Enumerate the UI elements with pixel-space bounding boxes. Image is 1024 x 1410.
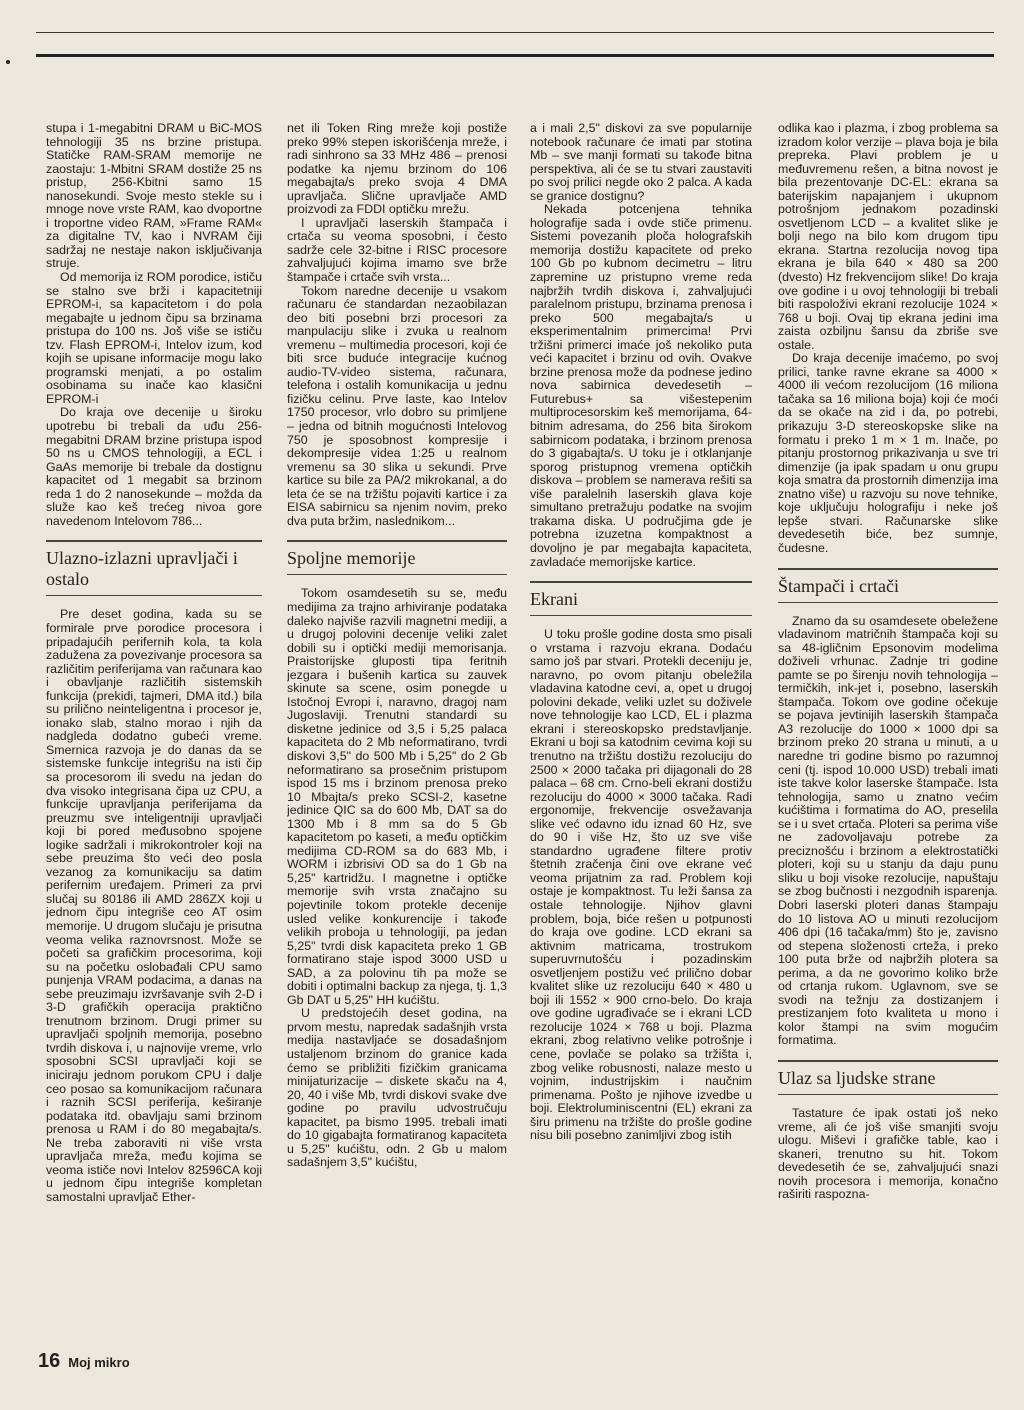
body-paragraph: Nekada potcenjena tehnika holografije sada i ovde stiče primenu. Sistemi povezanih ploča holografskih memorija dostižu kapacitete od preko 100 Gb po kubnom decimetru – litru zapremine uz pristupno vreme reda najbržih tvrdih diskova i, zahvaljujući paralelnom pristupu, brzinama prenosa i preko 500 megabajta/s u eksperimentalnim primercima! Prvi tržišni primerci imaće još nekoliko puta veći kapacitet i brzinu od ovih. Ovakve brzine prenosa može da podnese jedino nova sabirnica devedesetih – Futurebus+ sa višestepenim multiprocesorskim keš memorijama, 64-bitnim adresama, do 256 bita širokom sabirnicom podataka, i brzinom prenosa do 3 gigabajta/s. U toku je i otklanjanje sporog pristupnog vremena optičkih diskova – problem se namerava rešiti sa više paralelnih laserskih glava koje simultano pretražuju podatke na svojim trakama diska. U područjima gde je potrebna izuzetna kompaktnost a dovoljno je par megabajta kapaciteta, zavladaće memorijske kartice. xyxy=(530,202,752,569)
body-paragraph: Tokom naredne decenije u vsakom računaru će standardan nezaobilazan deo biti posebni brzi procesori za manpulaciju slike i zvuka u realnom vremenu – multimedia procesori, koji će biti srce buduće integracije kućnog audio-TV-video sistema, računara, telefona i ostalih komunikacija u jednu fizičku celinu. Prve laste, kao Intelov 1750 procesor, vrlo dobro su primljene – jedna od bitnih mogućnosti Intelovog 750 je sposobnost kompresije i dekompresije videa 1:25 u realnom vremenu sa 30 slika u sekundi. Prve kartice su bile za PA/2 mikrokanal, a do leta će se na tržištu pojaviti kartice i za EISA sabirnicu sa njenim novim, preko dva puta bržim, naslednikom... xyxy=(287,283,507,528)
heading-rule xyxy=(778,1060,998,1062)
section-heading xyxy=(530,581,752,616)
section-heading xyxy=(287,540,507,575)
body-paragraph: net ili Token Ring mreže koji postiže preko 99% stepen iskorišćenja mreže, i radi sinhrono sa 33 MHz 486 – prenosi podatke ka njemu brzinom do 106 megabajta/s preko svoja 4 DMA upravljača. Slične upravljače AMD proizvodi za FDDI optičku mrežu. xyxy=(287,122,507,217)
column-2 xyxy=(287,122,507,1354)
body-paragraph: Do kraja ove decenije u široku upotrebu bi trebali da uđu 256-megabitni DRAM brzine pristupa ispod 50 ns u CMOS tehnologiji, a ECL i GaAs memorije bi trebale da dostignu kapacitet od 1 megabit sa brzinom reda 1 do 2 nanosekunde – možda da služe kao keš trećeg nivoa gore navedenom Intelovom 786... xyxy=(46,405,262,528)
section-heading-text: Ekrani xyxy=(530,589,578,610)
margin-dot xyxy=(6,60,10,64)
heading-underline xyxy=(287,574,507,575)
body-paragraph: Do kraja decenije imaćemo, po svoj prilici, tanke ravne ekrane sa 4000 × 4000 ili većom rezolucijom (16 miliona tačaka sa 16 miliona boja) koji će moći da se okače na zid i da, po potrebi, prikazuju 3-D stereoskopske slike na formatu i preko 1 m × 1 m. Inače, po pitanju prostornog prikazivanja u sve tri dimenzije (ja ipak spadam u onu grupu koja smatra da prostornih dimenzija ima znatno više) u razvoju su nove tehnike, koje uključuju holografiju i neke još lepše stvari. Računarske slike devedesetih biće, bez sumnje, čudesne. xyxy=(778,351,998,555)
body-paragraph: Pre deset godina, kada su se formirale prve porodice procesora i pripadajućih perifernih kola, ta kola zadužena za povezivanje procesora sa različitim periferijama van računara kao i obavljanje različitih sistemskih funkcija (prekidi, tajmeri, DMA itd.) bila su prilično neinteligentna i procesor je, ionako slab, stalno morao i njih da nadgleda dodatno gubeći vreme. Smernica razvoja je do danas da se sistemske funkcije integrišu na isti čip sa procesorom ili svedu na jedan do dva visoko integrisana čipa uz CPU, a funkcije upravljanja periferijama da preuzmu sve inteligentniji upravljači koji bi pored međusobno spojene logike sadržali i mikrokontroler koji na sebe preuzima što veći deo posla vezanog za komunikaciju sa datim perifernim uređajem. Primeri za prvi slučaj su 80186 ili AMD 286ZX koji u jednom čipu integriše ceo AT osim memorije. U drugom slučaju je prisutna veoma velika raznovrsnost. Može se početi sa grafičkim procesorima, koji su na početku oslobađali CPU samo punjenja VRAM podacima, a danas na sebe preuzimaju izvršavanje svih 2-D i 3-D grafičkih operacija praktično trenutnom brzinom. Drugi primer su upravljači spoljnih memorija, posebno tvrdih diskova i, u najnovije vreme, vrlo sposobni SCSI upravljači koji se iniciraju jednom porukom CPU i dalje ceo posao sa komunikacijom računara i raznih SCSI periferija, keširanje podataka itd. obavljaju sami brzinom prenosa u RAM i do 80 megabajta/s. Ne treba zaboraviti ni više vrsta upravljača mreža, među kojima se veoma ističe novi Intelov 82596CA koji u jednom čipu integriše kompletan samostalni upravljač Ether- xyxy=(46,607,262,1204)
section-heading xyxy=(46,540,262,596)
section-heading-text: Spoljne memorije xyxy=(287,548,416,569)
page-number: 16 xyxy=(38,1350,61,1372)
section-heading-text: Štampači i crtači xyxy=(778,575,899,596)
body-paragraph: U toku prošle godine dosta smo pisali o vrstama i razvoju ekrana. Dodaću samo još par stvari. Protekli deceniju je, naravno, po ovom pitanju obeležila vladavina katodne cevi, a, opet u drugoj polovini dekade, veliki uzlet su doživele nove tehnologije kao LCD, EL i plazma ekrani i stereoskopsko predstavljanje. Ekrani u boji sa katodnim cevima koji su trenutno na tržištu dostižu rezoluciju do 2500 × 2000 tačaka pri dijagonali do 28 palaca – 68 cm. Crno-beli ekrani dostižu rezoluciju do 4000 × 3000 tačaka. Radi ergonomije, frekvencije osvežavanja slike već odavno idu iznad 60 Hz, sve do 90 i više Hz, što uz sve više standardno ugrađene filtere protiv štetnih zračenja čini ove ekrane već veoma prijatnim za rad. Problem koji ostaje je kompaktnost. Tu leži šansa za ostale tehnologije. Njihov glavni problem, boja, biće rešen u potpunosti do kraja ove godine. LCD ekrani sa aktivnim matricama, trostrukom superuvrnutošću i pozadinskim osvetljenjem postižu već prilično dobar kvalitet slike uz rezoluciju 640 × 480 u boji ili 1552 × 900 crno-belo. Do kraja ove godine ugrađivaće se i ekrani LCD rezolucije 1024 × 768 u boji. Plazma ekrani, zbog relativno velike potrošnje i cene, povlače se polako sa tržišta i, zbog velike robusnosti, nalaze mesto u vojnim, industrijskim i naučnim primenama. Pošto je njihove izvedbe u boji. Elektroluminiscentni (EL) ekrani za širu primenu na tržište do prošle godine nisu bili posebno zanimljivi zbog istih xyxy=(530,627,752,1143)
magazine-name: Moj mikro xyxy=(68,1355,130,1370)
section-heading xyxy=(778,568,998,603)
heading-rule xyxy=(46,540,262,542)
heading-underline xyxy=(778,602,998,603)
body-paragraph: I upravljači laserskih štampača i crtača su veoma sposobni, i često sadrže cele 32-bitne i RISC procesore zahvaljujući kojima imamo sve brže štampače i crtače svih vrsta... xyxy=(287,215,507,285)
top-rule-thin xyxy=(36,32,994,33)
section-heading xyxy=(778,1060,998,1095)
body-paragraph: Od memorija iz ROM porodice, ističu se stalno sve brži i kapacitetniji EPROM-i, sa kapacitetom i do pola megabajte u jednom čipu sa brzinama pristupa do 100 ns. Još više se ističu tzv. Flash EPROM-i, Intelov izum, kod kojih se upisane informacije mogu lako programski menjati, a po ostalim osobinama su inače kao klasični EPROM-i xyxy=(46,270,262,406)
column-3 xyxy=(530,122,752,1354)
heading-underline xyxy=(46,595,262,596)
body-paragraph: Tokom osamdesetih su se, među medijima za trajno arhiviranje podataka daleko najviše razvili magnetni mediji, a u drugoj polovini decenije veliki zalet dobili su i optički mediji memorisanja. Praistorijske gluposti tipa feritnih jezgara i bušenih kartica su zauvek skinute sa scene, osim ponegde u Istočnoj Evropi i, naravno, dragoj nam Jugoslaviji. Trenutni standardi su disketne jedinice od 3,5 i 5,25 palaca kapaciteta do 2 Mb neformatirano, tvrdi diskovi 3,5" do 500 Mb i 5,25" do 2 Gb neformatirano sa prosečnim pristupom ispod 15 ms i brzinom prenosa preko 10 Mbajta/s preko SCSI-2, kasetne jedinice QIC sa do 600 Mb, DAT sa do 1300 Mb i 8 mm sa do 5 Gb kapacitetom po kaseti, a među optičkim medijima CD-ROM sa do 683 Mb, i WORM i izbrisivi OD sa do 1 Gb na 5,25" kartridžu. I magnetne i optičke memorije svih vrsta značajno su pojevtinile tokom protekle decenije usled velike konkurencije i takođe velikih proboja u tehnologiji, pa jedan 5,25" tvrdi disk kapaciteta preko 1 GB formatirano staje ispod 3000 USD u SAD, a za polovinu tih pa može se dobiti i optimalni backup za njega, tj. 1,3 Gb DAT u 5,25" HH kućištu. xyxy=(287,586,507,1007)
top-rule-thick xyxy=(36,54,994,57)
heading-underline xyxy=(530,615,752,616)
heading-underline xyxy=(778,1094,998,1095)
body-paragraph: Znamo da su osamdesete obeležene vladavinom matričnih štampača koji su sa 48-igličnim Epsonovim modelima doživeli vrhunac. Zadnje tri godine pamte se po širenju novih tehnologija – termičkih, ink-jet i, posebno, laserskih štampača. Tokom ove godine očekuje se pojava jevtinijih laserskih štampača A3 rezolucije do 1000 × 1000 dpi sa brzinom preko 20 strana u minuti, a u naredne tri godine bismo po razumnoj ceni (tj. ispod 10.000 USD) trebali imati iste takve kolor laserske štampače. Ista tehnologija, samo u znatno većim kućištima i formatima do AO, preselila se i u svet crtača. Ploteri sa perima više ne zadovoljavaju potrebe za preciznošću i brzinom a elektrostatički ploteri, koji su u stanju da daju punu sliku u boji visoke rezolucije, napuštaju se zbog bučnosti i nezgodnih isparenja. Dobri laserski ploteri danas štampaju do 10 listova AO u minuti rezolucijom 406 dpi (16 tačaka/mm) što je, zavisno od stepena složenosti crteža, i preko 100 puta brže od najbržih plotera sa perima, a da ne govorimo koliko brže od crtanja rukom. Uglavnom, sve se svodi na težnju za dostizanjem i prestizanjem foto kvaliteta u mono i kolor štampi na svim mogućim formatima. xyxy=(778,613,998,1048)
body-paragraph: a i mali 2,5" diskovi za sve popularnije notebook računare će imati par stotina Mb – sve manji formati su takođe bitna perspektiva, ali će se tu stvari zaustaviti po svoj prilici negde oko 2 palca. A kada se granice dostignu? xyxy=(530,122,752,203)
body-paragraph: U predstojećih deset godina, na prvom mestu, napredak sadašnjih vrsta medija nastavljaće se dosadašnjom ustaljenom brzinom do granice kada ćemo se približiti fizičkim granicama minijaturizacije – diskete skaču na 4, 20, 40 i više Mb, tvrdi diskovi svake dve godine po pravilu udvostručuju kapacitet, pa bismo 1995. trebali imati do 10 gigabajta formatiranog kapaciteta u 5,25" kućištu, odn. 2 Gb u malom sadašnjem 3,5" kućištu, xyxy=(287,1006,507,1170)
heading-rule xyxy=(778,568,998,570)
column-1 xyxy=(46,122,262,1354)
section-heading-text: Ulazno-izlazni upravljači i ostalo xyxy=(46,548,238,590)
body-paragraph: odlika kao i plazma, i zbog problema sa izradom kolor verzije – plava boja je bila prepreka. Plavi problem je u međuvremenu rešen, a bitna novost je bila prezentovanje DC-EL: ekrana sa baterijskim napajanjem i ukupnom potrošnjom jednakom pozadinski osvetljenom LCD – a kvalitet slike je bolji nego na bilo kom drugom tipu ekrana. Startna rezolucija novog tipa ekrana je bila 640 × 480 sa 200 (dvesto) Hz frekvencijom slike! Do kraja ove godine i u ovoj tehnologiji bi trebali biti raspoloživi ekrani rezolucije 1024 × 768 u boji. Ovaj tip ekrana jedini ima zaista ozbiljnu šansu da zbriše sve ostale. xyxy=(778,122,998,352)
heading-rule xyxy=(287,540,507,542)
column-4 xyxy=(778,122,998,1354)
body-paragraph: Tastature će ipak ostati još neko vreme, ali će još više smanjiti svoju ulogu. Miševi i grafičke table, kao i skaneri, trenutno su hit. Tokom devedesetih će se, zahvaljujući snazi novih procesora i memorija, konačno raširiti raspozna- xyxy=(778,1106,998,1202)
page-footer xyxy=(38,1350,130,1373)
heading-rule xyxy=(530,581,752,583)
body-paragraph: stupa i 1-megabitni DRAM u BiC-MOS tehnologiji 35 ns brzine pristupa. Statičke RAM-SRAM memorije ne zaostaju: 1-Mbitni SRAM dostiže 25 ns pristup, 256-Kbitni samo 15 nanosekundi. Svoje mesto stekle su i mnoge nove vrste RAM, kao dvoportne i troportne video RAM, »Frame RAM« za digitalne TV, kao i NVRAM čiji sadržaj ne nestaje nakon isključivanja struje. xyxy=(46,122,262,271)
section-heading-text: Ulaz sa ljudske strane xyxy=(778,1068,936,1088)
